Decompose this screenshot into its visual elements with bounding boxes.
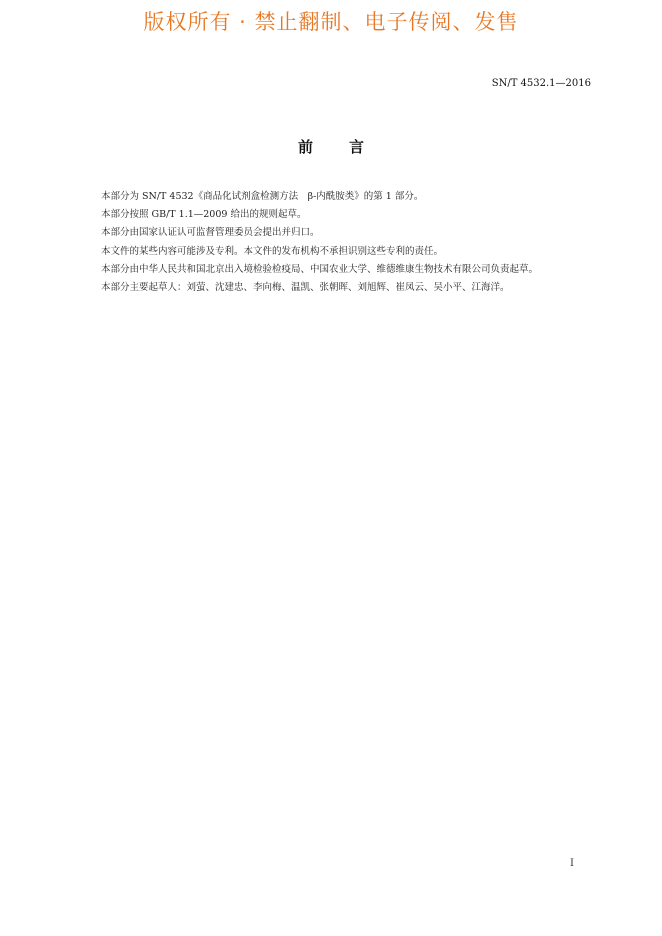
copyright-banner: 版权所有 · 禁止翻制、电子传阅、发售 — [143, 10, 519, 34]
paragraph-drafting-rules: 本部分按照 GB/T 1.1—2009 给出的规则起草。 — [101, 209, 307, 221]
paragraph-proposer: 本部分由国家认证认可监督管理委员会提出并归口。 — [101, 227, 320, 239]
paragraph-drafters: 本部分主要起草人：刘萤、沈建忠、李向梅、温凯、张朝晖、刘旭辉、崔凤云、吴小平、江海洋。 — [101, 282, 510, 294]
foreword-body — [80, 188, 592, 297]
paragraph-drafting-organizations: 本部分由中华人民共和国北京出入境检验检疫局、中国农业大学、维德维康生物技术有限公司负责起草。 — [101, 263, 539, 275]
paragraph-patent-notice: 本文件的某些内容可能涉及专利。本文件的发布机构不承担识别这些专利的责任。 — [101, 245, 444, 257]
standard-code: SN/T 4532.1—2016 — [491, 78, 591, 89]
page-number: I — [570, 858, 574, 869]
page-title: 前言 — [297, 138, 400, 156]
paragraph-scope: 本部分为 SN/T 4532《商品化试剂盒检测方法 β-内酰胺类》的第 1 部分。 — [101, 191, 424, 202]
